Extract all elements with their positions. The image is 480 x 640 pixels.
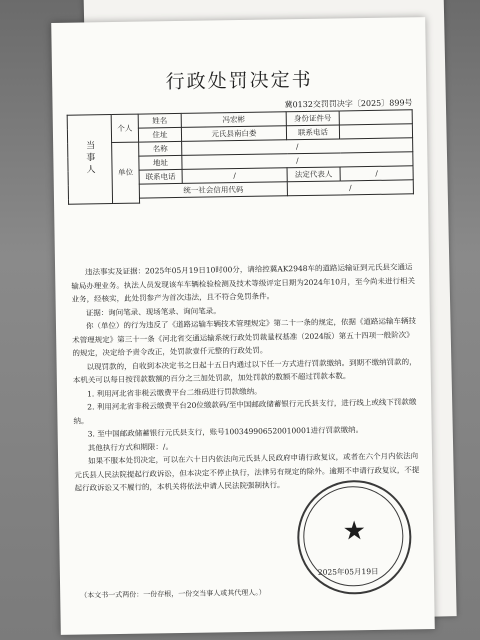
credit-code-label: 统一社会信用代码 <box>139 182 287 198</box>
issue-date: 2025年05月19日 <box>317 566 379 577</box>
phone-label: 联系电话 <box>286 125 339 140</box>
paragraph-other: 其他执行方式和期限：/。 <box>87 441 173 452</box>
unit-phone-value: / <box>182 168 287 184</box>
id-label: 身份证件号 <box>286 111 339 126</box>
payment-option-1: 1. 利用河北省非税云缴费平台二维码进行罚款缴纳。 <box>86 386 262 398</box>
party-label: 当事人 <box>84 140 95 177</box>
legal-rep-label: 法定代表人 <box>287 167 340 182</box>
paragraph-violation: 你（单位）的行为违反了《道路运输车辆技术管理规定》第二十一条的规定，依据《道路运输车辆技术管理规定》第三十一条《河北省交通运输系统行政处罚裁量权基准（2024版）第五十四项一般阶次》的规定，决定给予责令改正，处罚款壹仟元整的行政处罚。 <box>72 316 417 358</box>
address-value: 元氏县南白娄 <box>181 126 286 142</box>
legal-rep-value: / <box>340 166 413 181</box>
name-value: 冯宏彬 <box>181 112 286 128</box>
star-icon: ★ <box>342 516 367 547</box>
unit-address-value: / <box>182 152 413 170</box>
unit-label: 单位 <box>112 142 140 203</box>
paragraph-appeal: 如果不服本处罚决定，可以在六十日内依法向元氏县人民政府申请行政复议，或者在六个月内依法向元氏县人民法院提起行政诉讼，但本决定不停止执行，法律另有规定的除外。逾期不申请行政复议，不提起行政诉讼又不履行的，本机关将依法申请人民法院强制执行。 <box>74 451 420 493</box>
phone-value <box>339 124 412 139</box>
official-seal <box>296 479 412 595</box>
document-page <box>51 17 435 635</box>
party-info-table <box>67 109 414 204</box>
footer-note: （本文书一式两份：一份存根，一份交当事人或其代理人。） <box>80 588 266 600</box>
id-value <box>339 110 412 125</box>
unit-address-label: 地址 <box>139 155 182 170</box>
credit-code-value: / <box>287 180 413 196</box>
party-label-cell <box>67 115 112 204</box>
paragraph-payment-terms: 以现罚款的，自收到本决定书之日起十五日内通过以下任一方式进行罚款缴纳。到期不缴纳罚款的，本机关可以每日按罚款数额的百分之三加处罚款，加处罚款的数额不超过罚款本数。 <box>72 356 417 385</box>
unit-name-label: 名称 <box>139 141 182 156</box>
name-label: 姓名 <box>138 113 181 128</box>
paragraph-evidence: 证据：询问笔录、现场笔录、询问笔录。 <box>85 305 221 317</box>
payment-option-2: 2. 利用河北省非税云缴费平台20位缴款码/至中国邮政储蓄银行元氏县支行，进行线上或线下罚款缴纳。 <box>73 397 417 426</box>
address-label: 住址 <box>138 127 181 142</box>
individual-label: 个人 <box>111 114 138 142</box>
document-title: 行政处罚决定书 <box>165 68 313 94</box>
decision-body <box>71 260 421 495</box>
paragraph-facts: 违法事实及证据：2025年05月19日10时00分，请给控冀AK2948车的道路运输证到元氏县交通运输局办理业务。执法人员发现该车车辆检验检测及技术等级评定日期为2024年10月，至今尚未进行相关业务，经核实，此处罚参产为首次违法，且不符合免罚条件。 <box>71 262 416 304</box>
unit-name-value: / <box>182 138 413 156</box>
payment-option-3: 3. 至中国邮政储蓄银行元氏县支行，账号100349906520010001进行罚款缴纳。 <box>87 425 364 439</box>
document-number: 冀0132交罚罚决字〔2025〕899号 <box>284 98 413 110</box>
unit-phone-label: 联系电话 <box>139 169 182 184</box>
